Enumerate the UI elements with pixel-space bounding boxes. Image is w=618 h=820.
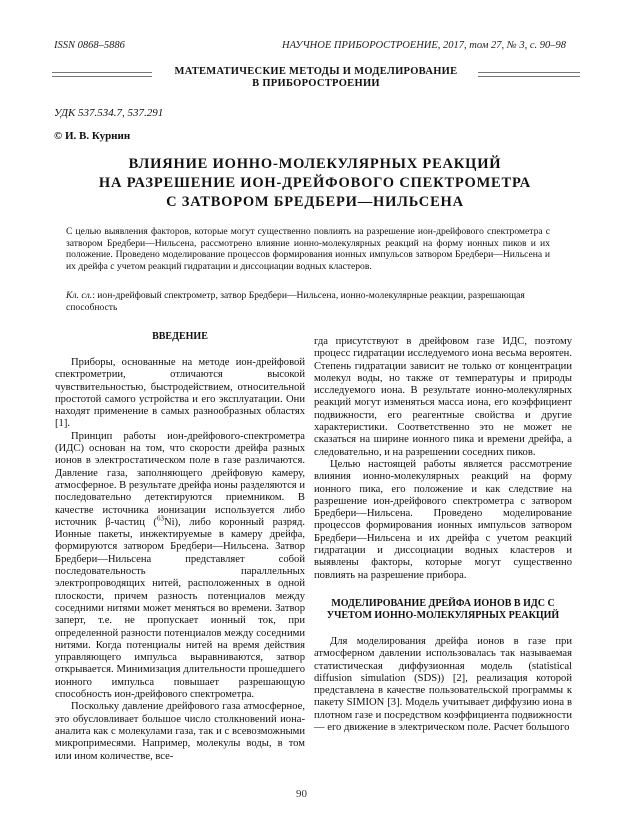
rubric (52, 66, 580, 90)
title-line-1: ВЛИЯНИЕ ИОННО-МОЛЕКУЛЯРНЫХ РЕАКЦИЙ (128, 156, 502, 172)
paragraph-text: Ni), либо коронный разряд. Ионные пакеты, инжектируемые в камеру дрейфа, формируются затвором Бредбери—Нильсена. Затвор Бредбери—Нильсена представляет собой последовательность параллельных электропроводящих нитей, расположенных в одной плоскости, причем разность потенциалов между соседними нитями может меняться во времени. Затвор заперт, т.е. не пропускает ионный ток, при определенной разности потенциалов между соседними нитями. Когда потенциалы нитей на время действия управляющего импульса выравниваются, затвор открывается. Минимизация длительности прошедшего ионного импульса повышает разрешающую способность ион-дрейфового спектрометра. (55, 516, 306, 701)
column-left (55, 331, 305, 763)
keywords (66, 290, 550, 313)
paragraph-text: Принцип работы ион-дрейфового-спектрометра (ИДС) основан на том, что скорости дрейфа разных ионов в электростатическом поле в газе различаются. Давление газа, заполняющего дрейфовую камеру, атмосферное. В результате дрейфа ионы разделяются и последовательно детектируются приемником. В качестве источника ионизации используется либо источник β-частиц ( (55, 430, 305, 528)
section-heading-modeling: МОДЕЛИРОВАНИЕ ДРЕЙФА ИОНОВ В ИДС С УЧЕТОМ ИОННО-МОЛЕКУЛЯРНЫХ РЕАКЦИЙ (326, 597, 560, 621)
column-right (314, 336, 572, 734)
keywords-label: Кл. сл. (66, 290, 93, 301)
paragraph: Поскольку давление дрейфового газа атмосферное, это обусловливает большое число столкновений иона-аналита как с молекулами газа, так и с всевозможными микропримесями. Например, молекулы воды, в том или ином количестве, все- (55, 701, 305, 762)
issn: ISSN 0868–5886 (54, 40, 125, 51)
rubric-line-2: В ПРИБОРОСТРОЕНИИ (252, 78, 380, 89)
paragraph (55, 431, 305, 702)
paragraph: гда присутствуют в дрейфовом газе ИДС, поэтому процесс гидратации исследуемого иона весьма вероятен. Степень гидратации зависит не только от концентрации молекул воды, но также от температуры и природы исследуемого иона. В результате ионно-молекулярных реакций могут изменяться масса иона, его коэффициент подвижности, его реагентные свойства и другие характеристики. Соответственно это не может не сказаться на ширине ионного пика и времени дрейфа, а следовательно, и на разрешении соседних пиков. (314, 336, 572, 458)
paragraph: Для моделирования дрейфа ионов в газе при атмосферном давлении использовалась так называемая статистическая диффузионная модель (statistical diffusion simulation (SDS)) [2], реализация которой представлена в качестве пользовательской программы к пакету SIMION [3]. Модель учитывает диффузию иона в плотном газе и посредством коэффициента подвижности — его движение в электрическом поле. Расчет большого (314, 635, 572, 734)
journal-citation: НАУЧНОЕ ПРИБОРОСТРОЕНИЕ, 2017, том 27, № 3, с. 90–98 (282, 40, 566, 51)
section-heading-introduction: ВВЕДЕНИЕ (152, 331, 208, 342)
paragraph: Целью настоящей работы является рассмотрение влияния ионно-молекулярных реакций на форму ионного пика, его положение и как следствие на разрешение ион-дрейфового спектрометра с затвором Бредбери—Нильсена. Проведено моделирование процессов формирования ионных импульсов затвором Бредбери—Нильсена и их дрейфа с учетом реакций гидратации и диссоциации водных кластеров и выявлены факторы, которые могут существенно повлиять на разрешение прибора. (314, 458, 572, 581)
isotope-superscript: 63 (156, 514, 164, 523)
udk-code: УДК 537.534.7, 537.291 (54, 107, 164, 119)
page-number: 90 (296, 788, 307, 800)
abstract: С целью выявления факторов, которые могут существенно повлиять на разрешение ион-дрейфового спектрометра с затвором Бредбери—Нильсена, рассмотрено влияние ионно-молекулярных реакций на форму ионных пиков и их положение. Проведено моделирование процессов формирования ионных импульсов затвором Бредбери—Нильсена и их дрейфа с учетом реакций гидратации и диссоциации водных кластеров. (66, 226, 550, 272)
title-line-2: НА РАЗРЕШЕНИЕ ИОН-ДРЕЙФОВОГО СПЕКТРОМЕТРА (98, 175, 532, 191)
paragraph: Приборы, основанные на методе ион-дрейфовой спектрометрии, отличаются высокой чувствительностью, быстродействием, относительной простотой самого устройства и его эксплуатации. Они находят применение в самых разнообразных областях [1]. (55, 357, 305, 430)
title-line-3: С ЗАТВОРОМ БРЕДБЕРИ—НИЛЬСЕНА (166, 194, 464, 210)
rubric-line-1: МАТЕМАТИЧЕСКИЕ МЕТОДЫ И МОДЕЛИРОВАНИЕ (174, 66, 458, 77)
article-title (60, 155, 570, 212)
author: © И. В. Курнин (54, 130, 131, 142)
keywords-text: : ион-дрейфовый спектрометр, затвор Бредбери—Нильсена, ионно-молекулярные реакции, разрешающая способность (66, 290, 525, 313)
